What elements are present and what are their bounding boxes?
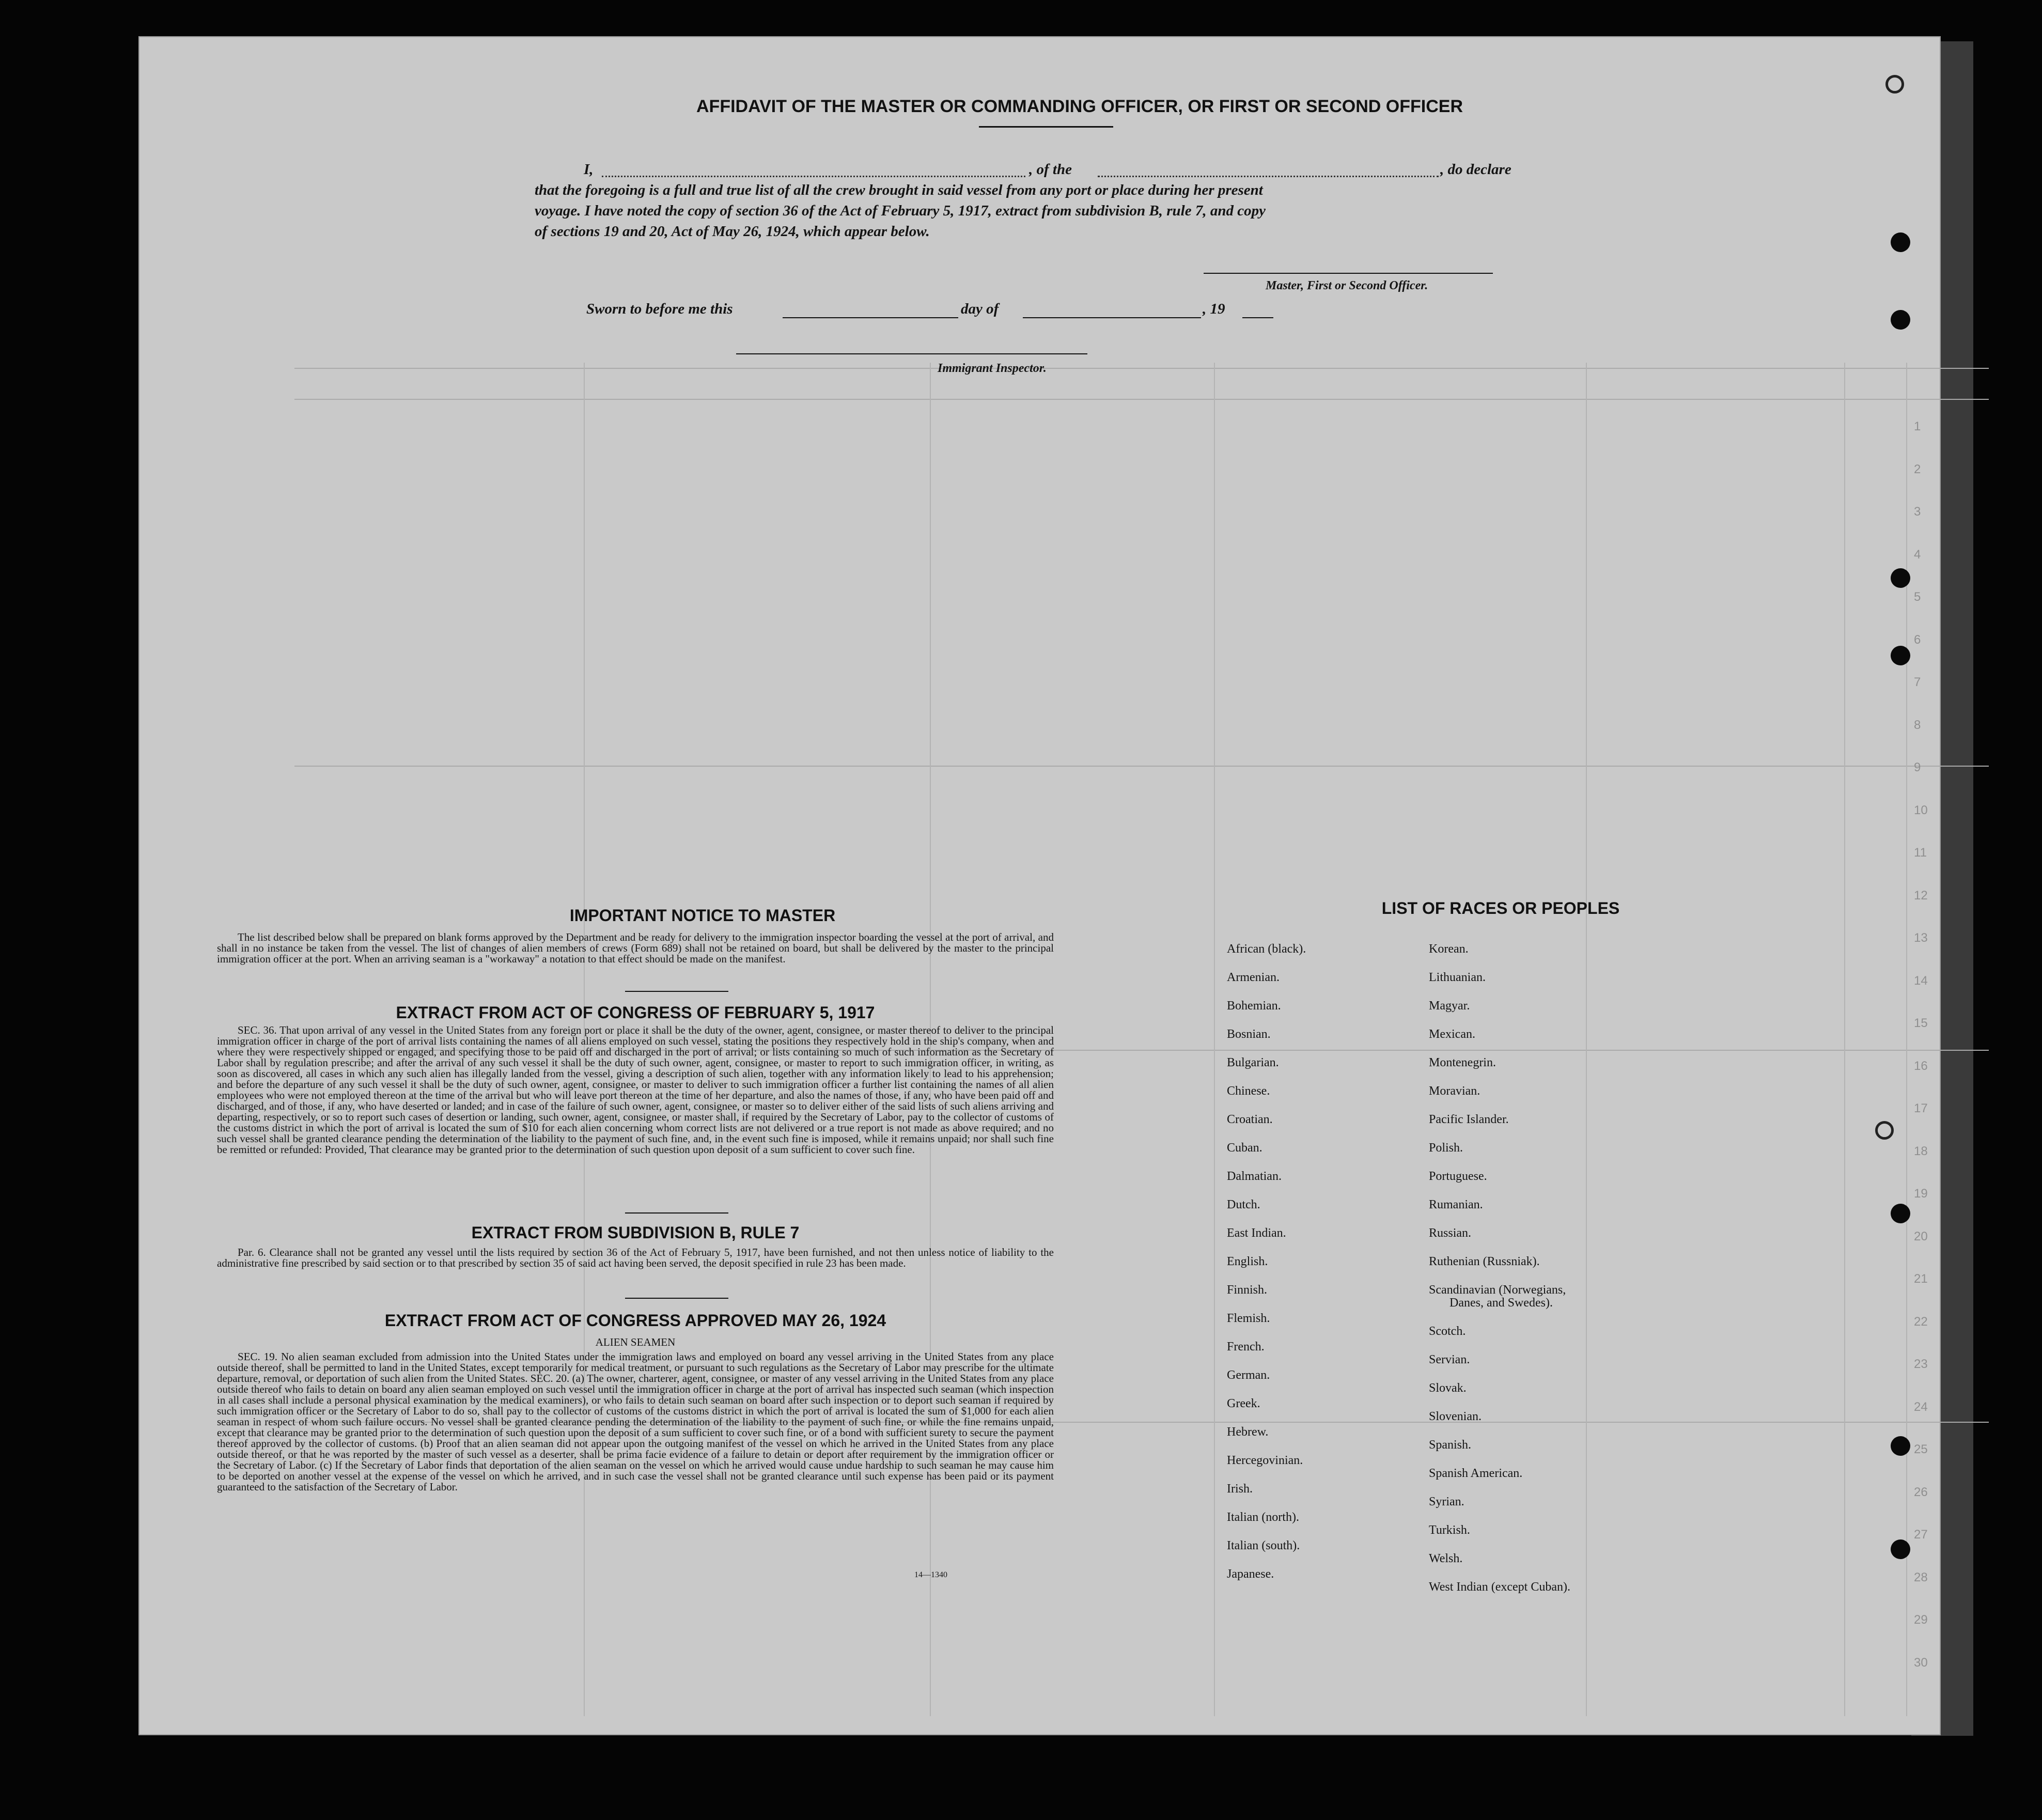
notice-title: IMPORTANT NOTICE TO MASTER xyxy=(569,906,836,925)
sworn-day-blank[interactable] xyxy=(783,317,958,318)
extract-1917-body: SEC. 36. That upon arrival of any vessel in the United States from any foreign port or place it shall be the duty of the owner, agent, consignee, or master thereof to deliver to the principal immigration officer in charge of the port of arrival lists containing the names of all aliens employed on such vessel, stating the positions they respectively hold in the ship's company, when and where they were respectively shipped or engaged, and specifying those to be paid off and discharged in the port of arrival; or lists containing so much of such information as the Secretary of Labor shall by regulation prescribe; and after the arrival of any such vessel it shall be the duty of such owner, agent, consignee, or master to report to such immigration officer, in writing, as soon as discovered, all cases in which any such alien has illegally landed from the vessel, giving a description of such alien, together with any information likely to lead to his apprehension; and before the departure of any such vessel it shall be the duty of such owner, agent, consignee, or master to deliver to such immigration officer a further list containing the names of all alien employees who were not employed thereon at the time of the arrival but who will leave port thereon at the time of her departure, and also the names of those, if any, who have been paid off and discharged, and of those, if any, who have deserted or landed; and in case of the failure of such owner, agent, consignee, or master so to deliver either of the said lists of such aliens arriving and departing, respectively, or so to report such cases of desertion or landing, such owner, agent, consignee, or master shall, if required by the Secretary of Labor, pay to the collector of customs of the customs district in which the port of arrival is located the sum of $10 for each alien concerning whom correct lists are not delivered or a true report is not made as above required; and no such vessel shall be granted clearance pending the determination of the liability to the payment of such fine, and, in the event such fine is imposed, while it remains unpaid; nor shall such fine be remitted or refunded: Provided, That clearance may be granted prior to the determination of such question upon deposit of a sum sufficient to cover such fine. xyxy=(217,1024,1054,1156)
race-item: Cuban. xyxy=(1227,1141,1262,1155)
race-item: Chinese. xyxy=(1227,1084,1270,1098)
ghost-rule xyxy=(294,368,1989,369)
race-item: Pacific Islander. xyxy=(1429,1113,1509,1126)
affidavit-line2: that the foregoing is a full and true list of all the crew brought in said vessel from any port or place during her present xyxy=(535,182,1263,198)
affidavit-title: AFFIDAVIT OF THE MASTER OR COMMANDING OFFICER, OR FIRST OR SECOND OFFICER xyxy=(696,97,1463,116)
race-item: Welsh. xyxy=(1429,1551,1463,1565)
row-number: 8 xyxy=(1914,718,1921,732)
row-number: 21 xyxy=(1914,1272,1928,1286)
race-item: Slovenian. xyxy=(1429,1409,1482,1423)
race-item: Russian. xyxy=(1429,1226,1472,1240)
row-number: 27 xyxy=(1914,1528,1928,1542)
row-number: 4 xyxy=(1914,547,1921,562)
race-item: Montenegrin. xyxy=(1429,1056,1496,1069)
extract-1924-body: SEC. 19. No alien seaman excluded from admission into the United States under the immigration laws and employed on board any vessel arriving in the United States from any place outside thereof, shall be permitted to land in the United States, except temporarily for medical treatment, or pursuant to such regulations as the Secretary of Labor may prescribe for the ultimate departure, removal, or deportation of such alien from the United States. SEC. 20. (a) The owner, charterer, agent, consignee, or master of any vessel arriving in the United States from any place outside thereof who fails to detain on board any alien seaman employed on such vessel until the immigration officer in charge at the port of arrival has inspected such seaman (which inspection in all cases shall include a personal physical examination by the medical examiners), or who fails to detain such seaman on board after such inspection or to deport such seaman if required by such immigration officer or the Secretary of Labor to do so, shall pay to the collector of customs of the customs district in which the port of arrival is located the sum of $1,000 for each alien seaman in respect of whom such failure occurs. No vessel shall be granted clearance pending the determination of the liability to the payment of such fine, or while the fine remains unpaid, except that clearance may be granted prior to the determination of such question upon the deposit of a sum sufficient to cover such fine, or of a bond with sufficient surety to secure the payment thereof approved by the collector of customs. (b) Proof that an alien seaman did not appear upon the outgoing manifest of the vessel on which he arrived in the United States from any place outside thereof, or that he was reported by the master of such vessel as a deserter, shall be prima facie evidence of a failure to detain or deport after requirement by the immigration officer or the Secretary of Labor. (c) If the Secretary of Labor finds that deportation of the alien seaman on the vessel on which he arrived would cause undue hardship to such seaman he may cause him to be deported on another vessel at the expense of the vessel on which he arrived, and in such case the vessel shall not be granted clearance until such expense has been paid or its payment guaranteed to the satisfaction of the Secretary of Labor. xyxy=(217,1350,1054,1493)
master-signature-line[interactable] xyxy=(1204,273,1493,274)
binder-hole xyxy=(1891,1204,1910,1223)
divider xyxy=(625,991,728,992)
race-item: Spanish American. xyxy=(1429,1466,1523,1480)
extract-1917-title: EXTRACT FROM ACT OF CONGRESS OF FEBRUARY 5, 1917 xyxy=(396,1003,875,1022)
race-item: Scandinavian (Norwegians, xyxy=(1429,1283,1566,1297)
subdivision-b-body: Par. 6. Clearance shall not be granted any vessel until the lists required by section 36 of the Act of February 5, 1917, have been furnished, and not then unless notice of liability to the administrative fine prescribed by said section or to that prescribed by section 35 of said act having been served, the deposit specified in rule 23 has been made. xyxy=(217,1246,1054,1269)
race-item: East Indian. xyxy=(1227,1226,1286,1240)
race-item: Italian (south). xyxy=(1227,1539,1300,1552)
row-number: 18 xyxy=(1914,1144,1928,1158)
race-item: German. xyxy=(1227,1368,1270,1382)
ghost-rule xyxy=(294,766,1989,767)
race-item: Dutch. xyxy=(1227,1198,1260,1211)
notice-body: The list described below shall be prepared on blank forms approved by the Department and be ready for delivery to the immigration inspector boarding the vessel at the port of arrival, and shall in no instance be taken from the vessel. The list of changes of alien members of crews (Form 689) shall not be retained on board, but shall be delivered by the master to the principal immigration officer at the port. When an arriving seaman is a "workaway" a notation to that effect should be made on the manifest. xyxy=(217,931,1054,965)
row-number: 1 xyxy=(1914,419,1921,433)
alien-seamen-subtitle: ALIEN SEAMEN xyxy=(595,1336,676,1348)
affidavit-line4: of sections 19 and 20, Act of May 26, 1924, which appear below. xyxy=(535,223,930,240)
row-number: 24 xyxy=(1914,1399,1928,1414)
race-item: Croatian. xyxy=(1227,1113,1273,1126)
row-number: 7 xyxy=(1914,675,1921,689)
race-item: Armenian. xyxy=(1227,971,1280,984)
binder-hole xyxy=(1891,568,1910,588)
row-number: 9 xyxy=(1914,760,1921,774)
inspector-label: Immigrant Inspector. xyxy=(938,362,1047,375)
row-number: 19 xyxy=(1914,1187,1928,1201)
race-item: Rumanian. xyxy=(1429,1198,1483,1211)
form-number: 14—1340 xyxy=(914,1570,947,1579)
race-item: Syrian. xyxy=(1429,1495,1464,1508)
row-number: 3 xyxy=(1914,505,1921,519)
race-item: Japanese. xyxy=(1227,1567,1274,1581)
races-left-column xyxy=(1227,942,1413,1614)
race-item: Polish. xyxy=(1429,1141,1463,1155)
row-number: 15 xyxy=(1914,1016,1928,1030)
race-item: Greek. xyxy=(1227,1397,1260,1410)
ghost-rule xyxy=(1906,363,1907,1716)
row-number: 5 xyxy=(1914,590,1921,604)
race-item: African (black). xyxy=(1227,942,1306,956)
binder-hole xyxy=(1891,1539,1910,1559)
sworn-label: Sworn to before me this xyxy=(586,301,733,317)
race-item: Portuguese. xyxy=(1429,1170,1487,1183)
binder-hole xyxy=(1891,232,1910,252)
divider xyxy=(625,1298,728,1299)
row-number: 6 xyxy=(1914,632,1921,647)
day-of-label: day of xyxy=(961,301,999,317)
race-item: Ruthenian (Russniak). xyxy=(1429,1255,1540,1268)
race-item: Turkish. xyxy=(1429,1523,1470,1537)
race-item: French. xyxy=(1227,1340,1265,1354)
race-item: Danes, and Swedes). xyxy=(1449,1296,1553,1310)
race-item: Bulgarian. xyxy=(1227,1056,1279,1069)
race-item: English. xyxy=(1227,1255,1268,1268)
race-item: Hercegovinian. xyxy=(1227,1454,1303,1467)
row-number: 28 xyxy=(1914,1570,1928,1584)
binder-ring xyxy=(1875,1121,1894,1140)
affidavit-declare: , do declare xyxy=(1440,161,1511,178)
race-item: Hebrew. xyxy=(1227,1425,1269,1439)
master-label: Master, First or Second Officer. xyxy=(1266,279,1428,292)
race-item: Korean. xyxy=(1429,942,1469,956)
row-number: 14 xyxy=(1914,973,1928,988)
row-number: 13 xyxy=(1914,931,1928,945)
binder-hole xyxy=(1891,1436,1910,1456)
row-number: 20 xyxy=(1914,1229,1928,1243)
binder-hole xyxy=(1891,646,1910,665)
race-item: Bohemian. xyxy=(1227,999,1281,1013)
row-number: 29 xyxy=(1914,1613,1928,1627)
race-item: Servian. xyxy=(1429,1352,1470,1366)
race-item: Scotch. xyxy=(1429,1324,1466,1338)
race-item: Slovak. xyxy=(1429,1381,1467,1395)
subdivision-b-title: EXTRACT FROM SUBDIVISION B, RULE 7 xyxy=(471,1223,800,1242)
binder-ring xyxy=(1885,75,1904,94)
sworn-month-blank[interactable] xyxy=(1023,317,1201,318)
race-item: West Indian (except Cuban). xyxy=(1429,1580,1570,1594)
ghost-rule xyxy=(294,399,1989,400)
row-number: 30 xyxy=(1914,1655,1928,1670)
race-item: Italian (north). xyxy=(1227,1511,1299,1524)
vessel-blank[interactable] xyxy=(1098,176,1439,177)
row-number: 25 xyxy=(1914,1442,1928,1456)
form-page xyxy=(138,36,1941,1735)
name-blank[interactable] xyxy=(602,176,1025,177)
race-item: Irish. xyxy=(1227,1482,1253,1496)
row-number: 22 xyxy=(1914,1314,1928,1329)
inspector-signature-line[interactable] xyxy=(736,353,1087,354)
race-item: Lithuanian. xyxy=(1429,971,1486,984)
row-number: 2 xyxy=(1914,462,1921,476)
ghost-rule xyxy=(1214,363,1215,1716)
affidavit-line3: voyage. I have noted the copy of section 36 of the Act of February 5, 1917, extract from subdivision B, rule 7, and copy xyxy=(535,203,1266,219)
race-item: Magyar. xyxy=(1429,999,1470,1013)
title-rule xyxy=(979,126,1113,128)
extract-1924-title: EXTRACT FROM ACT OF CONGRESS APPROVED MAY 26, 1924 xyxy=(384,1311,886,1330)
binder-hole xyxy=(1891,310,1910,330)
ghost-rule xyxy=(1844,363,1845,1716)
row-number: 16 xyxy=(1914,1059,1928,1073)
affidavit-i: I, xyxy=(584,161,594,178)
divider xyxy=(625,1212,728,1214)
affidavit-of-the: , of the xyxy=(1029,161,1072,178)
year-label: , 19 xyxy=(1203,301,1225,317)
row-number: 23 xyxy=(1914,1357,1928,1371)
races-right-column xyxy=(1429,942,1656,1614)
race-item: Dalmatian. xyxy=(1227,1170,1282,1183)
row-number: 26 xyxy=(1914,1485,1928,1499)
row-number: 17 xyxy=(1914,1101,1928,1115)
race-item: Mexican. xyxy=(1429,1028,1475,1041)
race-item: Flemish. xyxy=(1227,1312,1270,1325)
row-number: 12 xyxy=(1914,888,1928,903)
race-item: Finnish. xyxy=(1227,1283,1268,1297)
row-number: 11 xyxy=(1914,846,1927,860)
race-item: Moravian. xyxy=(1429,1084,1480,1098)
race-item: Spanish. xyxy=(1429,1438,1472,1452)
race-item: Bosnian. xyxy=(1227,1028,1271,1041)
races-title: LIST OF RACES OR PEOPLES xyxy=(1381,899,1620,917)
row-number: 10 xyxy=(1914,803,1928,817)
sworn-year-blank[interactable] xyxy=(1242,317,1273,318)
